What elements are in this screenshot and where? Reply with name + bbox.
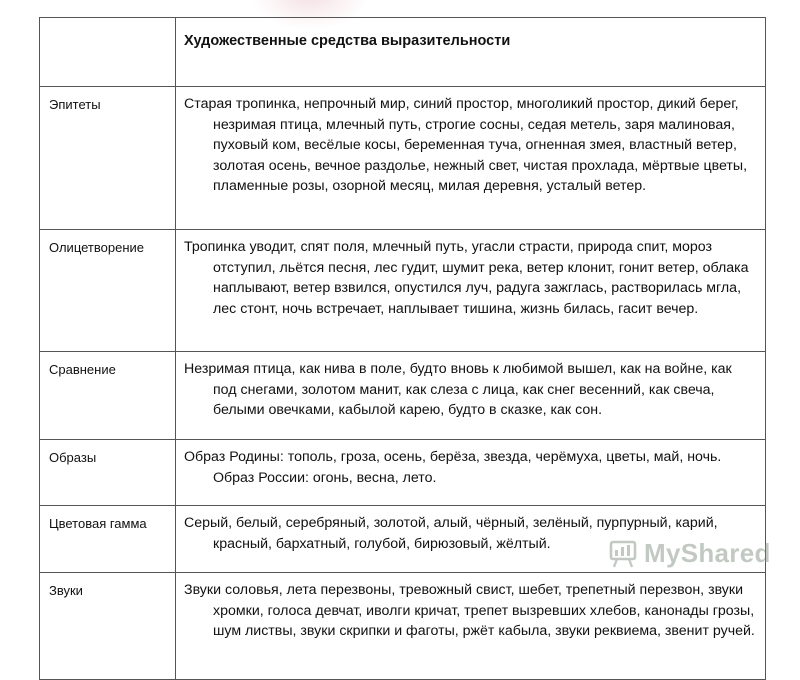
row-category-epithets: Эпитеты	[40, 87, 176, 230]
row-text: Старая тропинка, непрочный мир, синий простор, многоликий простор, дикий берег, незримая птица, млечный путь, строгие сосны, седая метель, заря малиновая, пуховый ком, весёлые косы, беременная туча, огненная змея, властный ветер, золотая осень, вечное раздолье, нежный свет, чистая прохлада, мёртвые цветы, пламенные розы, озорной месяц, милая деревня, усталый ветер.	[184, 96, 748, 195]
row-text: Незримая птица, как нива в поле, будто вновь к любимой вышел, как на войне, как под снегами, золотом манит, как слеза с лица, как снег весенний, как свеча, белыми овечками, кабылой карею, будто в сказке, как сон.	[184, 361, 732, 419]
row-category-images: Образы	[40, 440, 176, 506]
table-row	[40, 352, 766, 440]
row-text-comparison	[176, 352, 766, 440]
row-text-images	[176, 440, 766, 506]
table-header-row	[40, 18, 766, 87]
row-text: Звуки соловья, лета перезвоны, тревожный свист, шебет, трепетный перезвон, звуки хромки, голоса девчат, иволги кричат, трепет вызревших хлебов, канонады грозы, шум листвы, звуки скрипки и фаготы, ржёт кабыла, звуки реквиема, звенит ручей.	[184, 582, 755, 640]
watermark-text: MyShared	[644, 538, 771, 568]
table-row	[40, 573, 766, 680]
row-text: Тропинка уводит, спят поля, млечный путь, угасли страсти, природа спит, мороз отступил, льётся песня, лес гудит, шумит река, ветер клонит, гонит ветер, облака наплывают, ветер взвился, опустился луч, радуга зажглась, растворилась мгла, лес стонт, ночь встречает, наплывает тишина, жизнь билась, гасит вечер.	[184, 239, 749, 317]
row-text-personification	[176, 230, 766, 352]
row-text-sounds	[176, 573, 766, 680]
row-category-color-palette: Цветовая гамма	[40, 506, 176, 573]
table-title: Художественные средства выразительности	[176, 18, 766, 87]
presentation-board-icon	[608, 539, 638, 569]
row-text: Серый, белый, серебряный, золотой, алый, чёрный, зелёный, пурпурный, карий, красный, бархатный, голубой, бирюзовый, жёлтый.	[184, 515, 718, 552]
watermark	[608, 538, 771, 569]
row-text: Образ Родины: тополь, гроза, осень, берёза, звезда, черёмуха, цветы, май, ночь. Образ России: огонь, весна, лето.	[184, 449, 722, 486]
row-text-epithets	[176, 87, 766, 230]
expressive-means-table	[39, 17, 766, 680]
header-category-cell	[40, 18, 176, 87]
table-row	[40, 87, 766, 230]
table-row	[40, 230, 766, 352]
row-category-sounds: Звуки	[40, 573, 176, 680]
row-category-personification: Олицетворение	[40, 230, 176, 352]
table-row	[40, 440, 766, 506]
row-category-comparison: Сравнение	[40, 352, 176, 440]
